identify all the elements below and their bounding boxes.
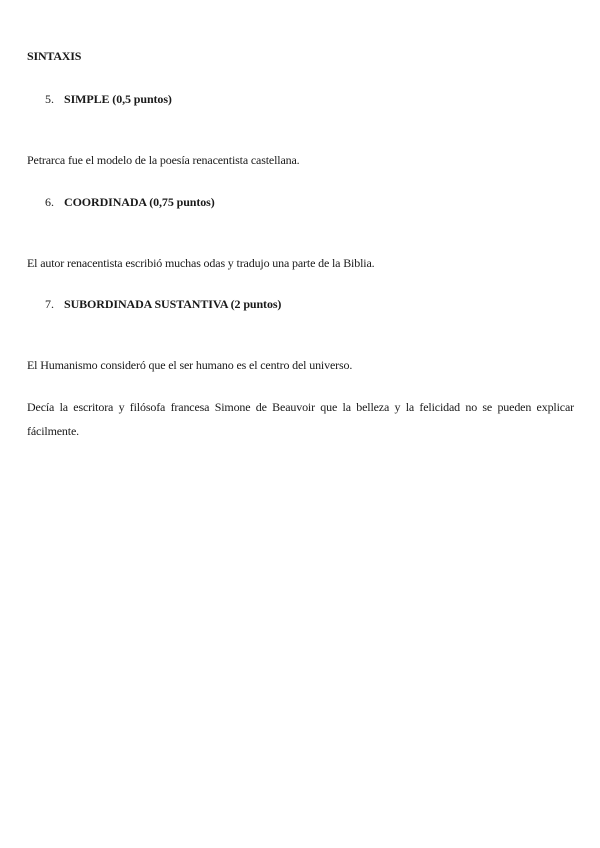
exercise-number: 5. <box>45 92 54 106</box>
exercise-number: 6. <box>45 195 54 209</box>
exercise-heading-7 <box>45 297 281 312</box>
exercise-title: COORDINADA (0,75 puntos) <box>64 195 215 209</box>
exercise-title: SIMPLE (0,5 puntos) <box>64 92 172 106</box>
exercise-sentence: Decía la escritora y filósofa francesa Simone de Beauvoir que la belleza y la felicidad no se pueden explicar fácilmente. <box>27 400 574 438</box>
exercise-sentence: El autor renacentista escribió muchas odas y tradujo una parte de la Biblia. <box>27 256 375 270</box>
exercise-sentence: El Humanismo consideró que el ser humano es el centro del universo. <box>27 358 353 372</box>
exercise-sentence: Petrarca fue el modelo de la poesía renacentista castellana. <box>27 153 300 167</box>
exercise-heading-6 <box>45 195 215 210</box>
section-title: SINTAXIS <box>27 49 82 63</box>
exercise-title: SUBORDINADA SUSTANTIVA (2 puntos) <box>64 297 282 311</box>
exercise-number: 7. <box>45 297 54 311</box>
exercise-heading-5 <box>45 92 172 107</box>
